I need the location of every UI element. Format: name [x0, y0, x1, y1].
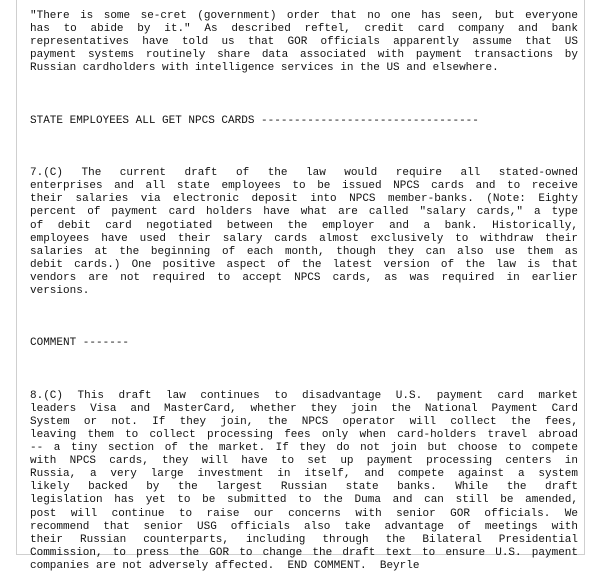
text-line: Russia, a very large investment in itself, and compete against a system [30, 468, 578, 481]
text-line: COMMENT ------- [30, 337, 130, 350]
text-line [30, 298, 578, 311]
text-line [30, 154, 578, 167]
text-line [30, 364, 578, 377]
text-line: -- a tiny section of the market. If they do not join but choose to compete [30, 442, 578, 455]
text-line [30, 350, 578, 363]
text-line: likely backed by the largest Russian state banks. While the draft [30, 481, 578, 494]
text-line: vendors are not required to accept NPCS cards, as was required in earlier [30, 271, 578, 284]
text-line: STATE EMPLOYEES ALL GET NPCS CARDS --------------------------------- [30, 114, 479, 127]
text-line: legislation has yet to be submitted to the Duma and can still be amended, [30, 494, 578, 507]
text-line: versions. [30, 284, 90, 297]
text-line: representatives have told us that GOR officials apparently assume that US [30, 36, 578, 49]
text-line: 7.(C) The current draft of the law would require all stated-owned [30, 167, 578, 180]
text-line: System or not. If they join, the NPCS operator will collect the fees, [30, 415, 578, 428]
text-line: employees have used their salary cards almost exclusively to withdraw their [30, 232, 578, 245]
text-line: percent of payment card holders have what are called "salary cards," a type [30, 206, 578, 219]
paragraph-8 [30, 390, 578, 573]
spacer [30, 128, 578, 167]
paragraph-7 [30, 167, 578, 298]
text-line: with NPCS cards, they will have to set up payment processing centers in [30, 455, 578, 468]
text-line: their Russian counterparts, including through the Bilateral Presidential [30, 533, 578, 546]
text-line: enterprises and all state employees to be issued NPCS cards and to receive [30, 180, 578, 193]
text-line: payment systems routinely share data associated with payment transactions by [30, 49, 578, 62]
text-line: leaders Visa and MasterCard, whether they join the National Payment Card [30, 402, 578, 415]
text-line: of debit card negotiated between the employer and a bank. Historically, [30, 219, 578, 232]
text-line [30, 89, 578, 102]
text-line [30, 311, 578, 324]
text-line [30, 102, 578, 115]
comment-heading [30, 337, 578, 350]
text-line: Russian cardholders with intelligence services in the US and elsewhere. [30, 62, 499, 75]
cable-text [30, 10, 578, 573]
text-line: their salaries via electronic deposit into NPCS member-banks. (Note: Eighty [30, 193, 578, 206]
text-line: leaving them to collect processing fees only when card-holders travel abroad [30, 429, 578, 441]
spacer [30, 75, 578, 114]
text-line: 8.(C) This draft law continues to disadvantage U.S. payment card market [30, 389, 578, 402]
section-heading-npcs-cards [30, 115, 578, 128]
spacer [30, 350, 578, 389]
text-line: salaries at the beginning of each month, though they can also use them as [30, 245, 578, 258]
text-line [30, 75, 578, 88]
text-line [30, 128, 578, 141]
text-line: post will continue to raise our concerns with senior GOR officials. We [30, 507, 578, 520]
text-line [30, 377, 578, 390]
text-line: recommend that senior USG officials also take advantage of meetings with [30, 520, 578, 533]
document-frame [16, 0, 585, 572]
spacer [30, 298, 578, 337]
text-line: has to abide by it." As described reftel, credit card company and bank [30, 23, 578, 36]
text-line [30, 141, 578, 154]
paragraph-gor-order [30, 10, 578, 75]
text-line [30, 324, 578, 337]
text-line: debit cards.) One positive aspect of the latest version of the law is that [30, 258, 578, 271]
text-line: companies are not adversely affected. END COMMENT. Beyrle [30, 559, 420, 572]
text-line: "There is some se-cret (government) order that no one has seen, but everyone [30, 10, 578, 22]
text-line: Commission, to press the GOR to change the draft text to ensure U.S. payment [30, 546, 578, 559]
